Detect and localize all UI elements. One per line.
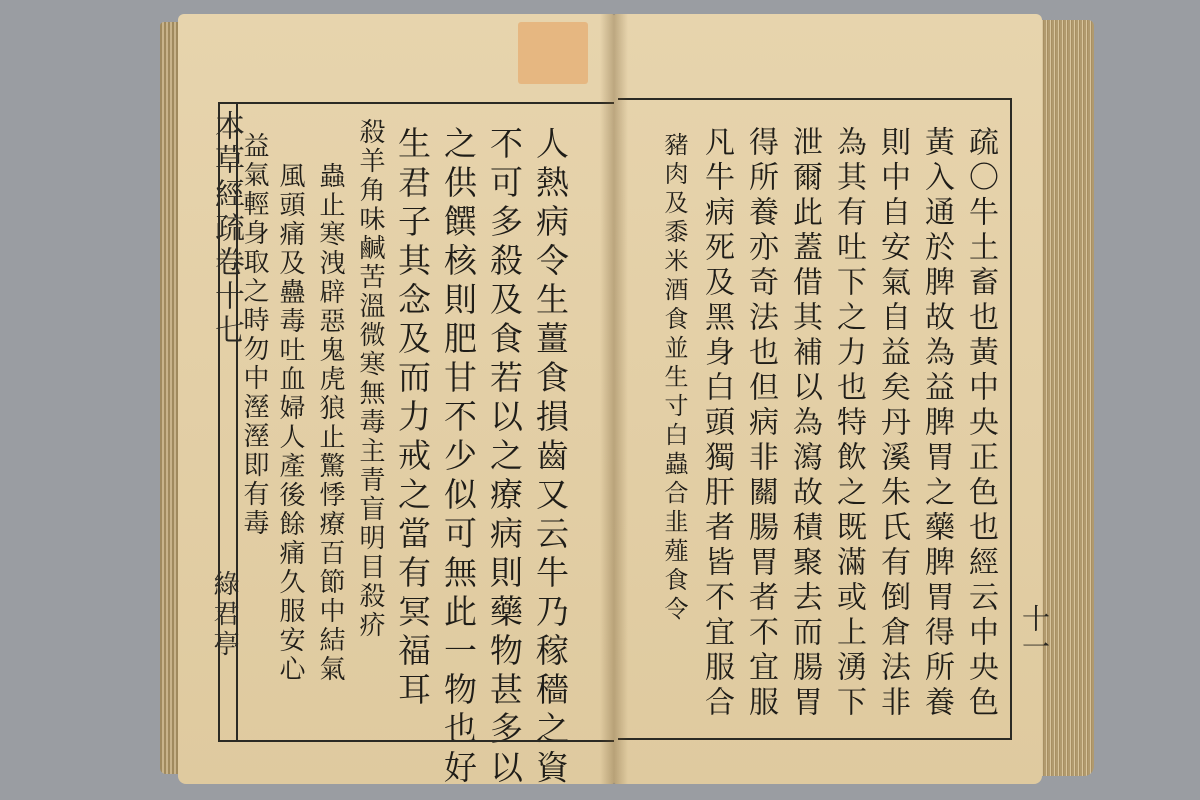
text-column: 生君子其念及而力戒之當有冥福耳	[393, 126, 432, 711]
text-column: 得所養亦奇法也但病非關腸胃者不宜服	[743, 126, 778, 721]
text-column: 疏〇牛土畜也黃中央正色也經云中央色	[963, 126, 998, 721]
text-column: 黃入通於脾故為益脾胃之藥脾胃得所養	[919, 126, 954, 721]
right-text-frame	[618, 98, 1012, 740]
text-column: 為其有吐下之力也特飲之既滿或上湧下	[831, 126, 866, 721]
text-column: 人熱病令生薑食損齒又云牛乃稼穡之資	[531, 126, 570, 789]
text-column: 泄爾此蓋借其補以為瀉故積聚去而腸胃	[787, 126, 822, 721]
page-number: 十一	[1018, 604, 1051, 660]
open-book	[160, 14, 1094, 789]
text-column: 之供饌核則肥甘不少似可無此一物也好	[439, 126, 478, 789]
text-column: 則中自安氣自益矣丹溪朱氏有倒倉法非	[875, 126, 910, 721]
text-column: 殺羊角味鹹苦溫微寒無毒主青盲明目殺疥	[355, 118, 385, 640]
seal-stamp	[518, 22, 588, 84]
text-column: 風頭痛及蠱毒吐血婦人產後餘痛久服安心	[275, 162, 305, 684]
book-edge-right	[1036, 20, 1094, 776]
text-column: 蟲止寒洩辟惡鬼虎狼止驚悸療百節中結氣	[315, 162, 345, 684]
running-title: 本草經疏卷十七	[209, 110, 244, 348]
text-column: 豬肉及黍米酒食並生寸白蟲合韭薤食令	[660, 132, 688, 625]
text-column: 凡牛病死及黑身白頭獨肝者皆不宜服合	[699, 126, 734, 721]
publisher-mark: 綠君亭	[209, 570, 239, 660]
book-gutter	[600, 14, 628, 784]
left-border	[218, 102, 610, 742]
text-column: 益氣輕身取之時勿中溼溼即有毒	[239, 132, 269, 538]
text-column: 不可多殺及食若以之療病則藥物甚多以	[485, 126, 524, 789]
